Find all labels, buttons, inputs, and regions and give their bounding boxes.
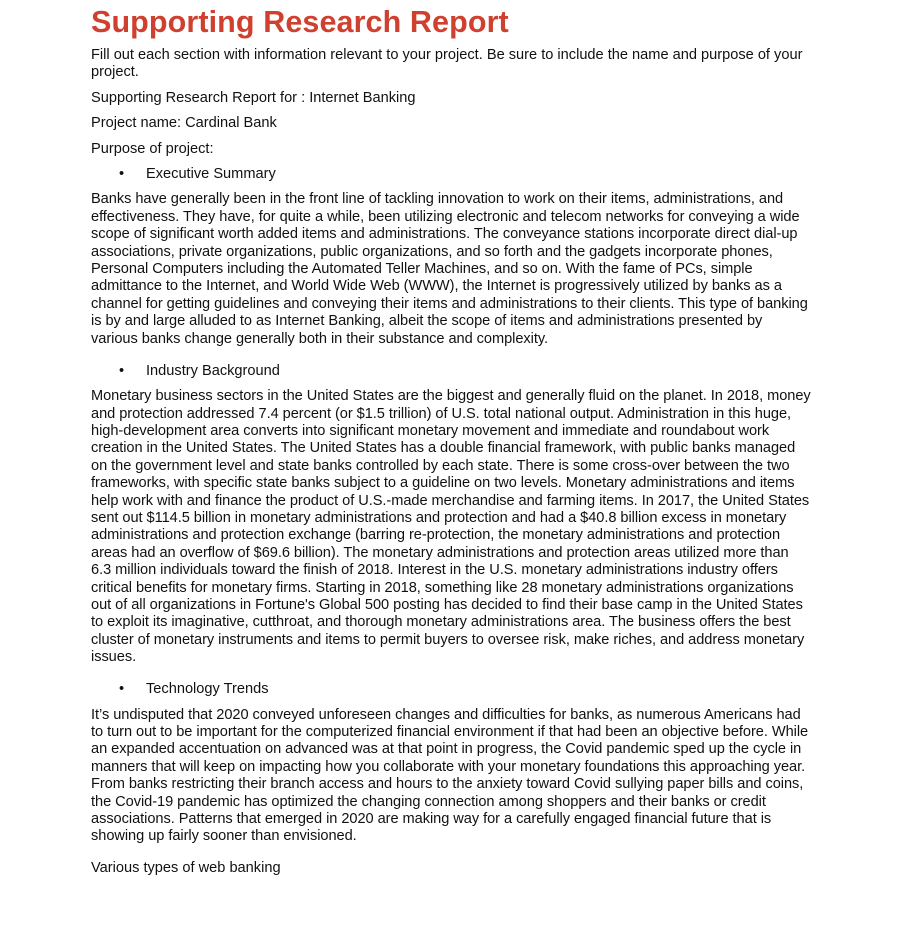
bullet-icon: •: [119, 681, 125, 698]
page-title: Supporting Research Report: [91, 5, 509, 39]
purpose-line: Purpose of project:: [91, 140, 214, 157]
bullet-icon: •: [119, 166, 125, 183]
section-heading-label: Executive Summary: [146, 166, 276, 183]
section-heading-executive-summary: [91, 166, 811, 183]
document-page: [91, 0, 811, 878]
section-heading-label: Technology Trends: [146, 681, 269, 698]
project-name-line: Project name: Cardinal Bank: [91, 115, 277, 132]
bullet-icon: •: [119, 362, 125, 379]
report-for-line: Supporting Research Report for : Internet Banking: [91, 89, 416, 106]
section-heading-industry-background: [91, 363, 811, 380]
trailing-line: Various types of web banking: [91, 860, 281, 877]
section-body-executive-summary: Banks have generally been in the front line of tackling innovation to work on their items, administrations, and effectiveness. They have, for quite a while, been utilizing electronic and telecom networks for conveying a wide scope of significant worth added items and administrations. The conveyance stations incorporate direct dial-up associations, private organizations, public organizations, and so forth and the gadgets incorporate phones, Personal Computers including the Automated Teller Machines, and so on. With the fame of PCs, simple admittance to the Internet, and World Wide Web (WWW), the Internet is progressively utilized by banks as a channel for getting guidelines and conveying their items and administrations to their clients. This type of banking is by and large alluded to as Internet Banking, albeit the scope of items and administrations presented by various banks change generally both in their substance and complexity.: [91, 191, 808, 347]
section-heading-label: Industry Background: [146, 362, 280, 379]
intro-paragraph: Fill out each section with information relevant to your project. Be sure to include the name and purpose of your project.: [91, 47, 803, 81]
section-body-industry-background: Monetary business sectors in the United States are the biggest and generally fluid on the planet. In 2018, money and protection addressed 7.4 percent (or $1.5 trillion) of U.S. total national output. Administration in this huge, high-development area converts into significant monetary movement and immediate and roundabout work creation in the United States. The United States has a double financial framework, with public banks managed on the government level and state banks controlled by each state. There is some cross-over between the two frameworks, with specific state banks subject to a guideline on two levels. Monetary administrations and items help work with and finance the product of U.S.-made merchandise and farming items. In 2017, the United States sent out $114.5 billion in monetary administrations and protection and had a $40.8 billion excess in monetary administrations and protection exchange (barring re-protection, the monetary administrations and protection areas had an overflow of $69.6 billion). The monetary administrations and protection areas utilized more than 6.3 million individuals toward the finish of 2018. Interest in the U.S. monetary administrations industry offers critical benefits for monetary firms. Starting in 2018, something like 28 monetary administrations organizations out of all organizations in Fortune's Global 500 posting has decided to find their base camp in the United States to exploit its imaginative, cutthroat, and thorough monetary administrations area. The business offers the best cluster of monetary instruments and items to permit buyers to oversee risk, make riches, and address monetary issues.: [91, 388, 811, 666]
section-heading-technology-trends: [91, 681, 811, 698]
section-body-technology-trends: It’s undisputed that 2020 conveyed unforeseen changes and difficulties for banks, as numerous Americans had to turn out to be important for the computerized financial environment if that had been an objective before. While an expanded accentuation on advanced was at that point in progress, the Covid pandemic sped up the cycle in manners that will keep on impacting how you collaborate with your monetary foundations this approaching year. From banks restricting their branch access and hours to the anxiety toward Covid sullying paper bills and coins, the Covid-19 pandemic has optimized the changing connection among shoppers and their banks or credit associations. Patterns that emerged in 2020 are making way for a carefully engaged financial future that is showing up fairly sooner than envisioned.: [91, 706, 809, 845]
